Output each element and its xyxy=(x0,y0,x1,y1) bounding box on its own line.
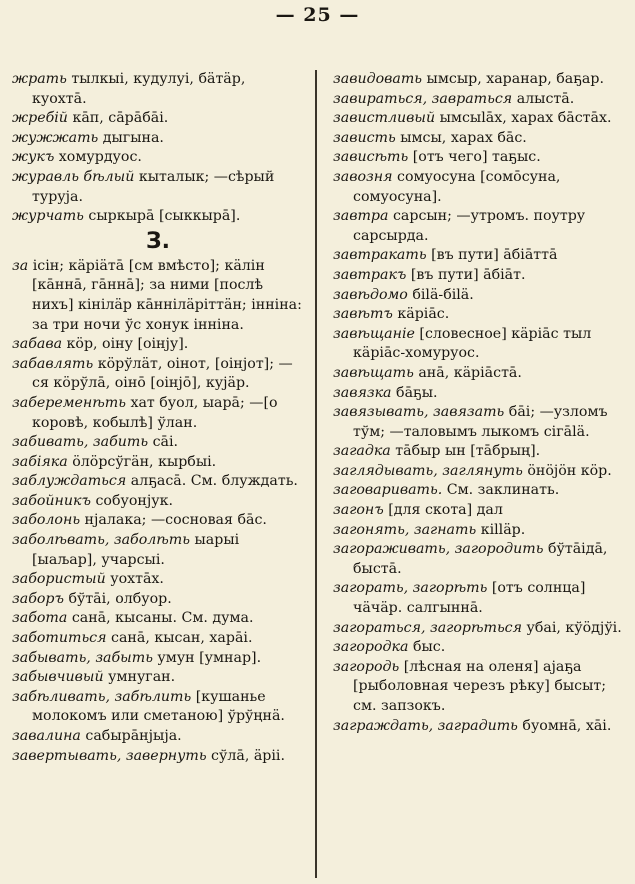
entry-translation: сўлā, ӓріі. xyxy=(206,747,285,764)
entry-headword: заботиться xyxy=(12,630,107,647)
dictionary-entry xyxy=(12,727,304,747)
dictionary-entry xyxy=(333,168,625,207)
dictionary-entry xyxy=(12,257,304,335)
entry-headword: за xyxy=(12,257,29,274)
dictionary-entry xyxy=(12,629,304,649)
right-column xyxy=(333,70,625,878)
entry-translation: біlӓ-біlӓ. xyxy=(407,286,474,303)
entry-translation: умнуган. xyxy=(103,669,176,686)
entry-headword: заглядывать, заглянуть xyxy=(333,462,523,479)
entry-translation: ымсыlāх, харах бāстāх. xyxy=(435,110,612,127)
entry-translation: хомурдуос. xyxy=(54,149,142,166)
dictionary-entry xyxy=(12,433,304,453)
entry-translation: [кушанье молокомъ или сметаною] ўрўңнӓ. xyxy=(32,688,285,725)
entry-headword: завязка xyxy=(333,384,392,401)
entry-translation: санā, кысан, харāі. xyxy=(106,630,253,647)
dictionary-entry xyxy=(333,90,625,110)
dictionary-entry xyxy=(333,266,625,286)
entry-headword: забивать, забить xyxy=(12,434,149,451)
entry-headword: завѣщать xyxy=(333,364,414,381)
dictionary-entry xyxy=(333,481,625,501)
dictionary-entry xyxy=(12,335,304,355)
entry-headword: заграждать, заградить xyxy=(333,717,518,734)
entry-headword: заблуждаться xyxy=(12,473,127,490)
dictionary-entry xyxy=(333,521,625,541)
dictionary-entry xyxy=(333,540,625,579)
entry-translation: кӓріāс. xyxy=(392,306,450,323)
dictionary-entry xyxy=(12,355,304,394)
entry-headword: завозня xyxy=(333,168,393,185)
entry-translation: ӧлӧрсўгӓн, кырбыі. xyxy=(67,453,217,470)
entry-translation: тāбыр ын [тāбрың]. xyxy=(390,443,541,460)
entry-translation: сāі. xyxy=(148,434,179,451)
entry-translation: уохтāх. xyxy=(105,571,164,588)
dictionary-entry xyxy=(12,590,304,610)
dictionary-entry xyxy=(12,570,304,590)
left-column xyxy=(12,70,304,878)
entry-headword: жужжать xyxy=(12,129,99,146)
entry-translation: анā, кӓріāстā. xyxy=(413,364,522,381)
dictionary-entry xyxy=(12,207,304,227)
dictionary-entry xyxy=(333,148,625,168)
entry-translation: сыркырā [сыккырā]. xyxy=(83,208,241,225)
entry-translation: убаі, кўӧдјўі. xyxy=(522,619,622,636)
dictionary-entry xyxy=(333,364,625,384)
dictionary-entry xyxy=(333,305,625,325)
entry-translation: сомуосуна [сомōсуна, сомуосуна]. xyxy=(353,168,561,205)
dictionary-entry xyxy=(333,325,625,364)
dictionary-entry xyxy=(333,403,625,442)
entry-translation: См. заклинать. xyxy=(442,482,560,499)
entry-headword: жребій xyxy=(12,110,68,127)
entry-headword: загорать, загорѣть xyxy=(333,580,488,597)
entry-headword: завѣтъ xyxy=(333,306,393,323)
entry-translation: умун [умнар]. xyxy=(152,649,262,666)
entry-headword: завѣдомо xyxy=(333,286,408,303)
entry-headword: завтракать xyxy=(333,247,427,264)
letter-heading: З. xyxy=(146,228,170,254)
entry-headword: забористый xyxy=(12,571,106,588)
dictionary-entry xyxy=(12,109,304,129)
entry-translation: алҕасā. См. блуждать. xyxy=(126,473,298,490)
dictionary-entry xyxy=(333,717,625,737)
dictionary-entry xyxy=(333,129,625,149)
entry-translation: ісін; кӓріӓтā [см вмѣсто]; кӓлін [кāннā, гāннā]; за ними [послѣ нихъ] кінілӓр кāннілӓріттӓн; інніна: за три ночи ўс хонук інніна. xyxy=(28,257,302,333)
entry-headword: жрать xyxy=(12,71,67,87)
entry-translation: бўтāідā, быстā. xyxy=(353,541,608,577)
entry-headword: зависѣть xyxy=(333,149,409,166)
dictionary-entry xyxy=(333,384,625,404)
entry-headword: журавль бѣлый xyxy=(12,168,135,185)
entry-translation: кіllӓр. xyxy=(476,521,526,538)
entry-translation: бāҕы. xyxy=(391,384,438,401)
entry-headword: завѣщаніе xyxy=(333,325,415,342)
dictionary-entry xyxy=(333,638,625,658)
dictionary-entry xyxy=(333,442,625,462)
dictionary-entry xyxy=(333,207,625,246)
dictionary-entry xyxy=(333,109,625,129)
entry-headword: загонъ xyxy=(333,502,384,519)
entry-headword: загадка xyxy=(333,443,391,460)
entry-headword: заболонь xyxy=(12,512,81,529)
entry-translation: буомнā, хāі. xyxy=(517,717,612,734)
dictionary-entry xyxy=(333,579,625,618)
entry-translation: [въ пути] āбіāттā xyxy=(426,247,558,264)
entry-headword: завтра xyxy=(333,208,389,225)
entry-headword: завалина xyxy=(12,728,81,744)
dictionary-entry xyxy=(12,747,304,767)
dictionary-entry xyxy=(12,168,304,207)
entry-translation: кыталык; —сѣрый туруја. xyxy=(32,168,275,205)
entry-headword: загородь xyxy=(333,658,400,675)
column-divider xyxy=(315,70,317,878)
entry-headword: забеременѣть xyxy=(12,394,126,411)
entry-headword: завертывать, завернуть xyxy=(12,747,207,764)
entry-translation: ыарыі [ыаљар], учарсыі. xyxy=(32,532,240,568)
entry-headword: завтракъ xyxy=(333,266,407,283)
entry-headword: загораживать, загородить xyxy=(333,541,544,558)
entry-translation: алыстā. xyxy=(512,90,575,107)
entry-headword: забывчивый xyxy=(12,669,104,686)
entry-translation: кӧрўлӓт, оінот, [оінјот]; —ся кӧрўлā, оінō [оінјō], кујӓр. xyxy=(32,355,293,392)
entry-translation: [отъ чего] таҕыс. xyxy=(408,149,541,166)
entry-translation: [для скота] дал xyxy=(383,502,503,519)
dictionary-entry xyxy=(333,246,625,266)
entry-translation: быс. xyxy=(408,639,446,656)
entry-translation: дыгына. xyxy=(98,129,164,146)
dictionary-entry xyxy=(12,668,304,688)
entry-headword: заговаривать. xyxy=(333,482,443,499)
entry-headword: загораться, загорѣться xyxy=(333,619,523,636)
entry-headword: забѣливать, забѣлить xyxy=(12,688,192,705)
dictionary-entry xyxy=(12,688,304,727)
dictionary-entry xyxy=(12,472,304,492)
dictionary-entry xyxy=(12,394,304,433)
entry-headword: завидовать xyxy=(333,71,423,87)
entry-headword: зависть xyxy=(333,129,396,146)
dictionary-entry xyxy=(12,492,304,512)
entry-headword: завязывать, завязать xyxy=(333,404,505,421)
entry-translation: нјалака; —сосновая бāс. xyxy=(80,512,267,529)
entry-translation: ымсы, харах бāс. xyxy=(395,129,527,146)
entry-headword: забіяка xyxy=(12,453,68,470)
entry-translation: кӧр, оіну [оінју]. xyxy=(62,336,189,353)
entry-translation: сабырāнјыја. xyxy=(80,728,182,744)
dictionary-entry xyxy=(333,658,625,717)
entry-translation: санā, кысаны. См. дума. xyxy=(67,610,254,627)
entry-translation: [въ пути] āбіāт. xyxy=(406,266,526,283)
entry-headword: журчать xyxy=(12,208,84,225)
entry-translation: [словесное] кӓріāс тыл кӓріāс-хомуруос. xyxy=(353,325,592,362)
dictionary-entry xyxy=(333,462,625,482)
dictionary-entry xyxy=(333,70,625,90)
entry-headword: жукъ xyxy=(12,149,55,166)
dictionary-entry xyxy=(12,453,304,473)
dictionary-entry xyxy=(12,649,304,669)
entry-translation: [лѣсная на оленя] ајаҕа [рыболовная черезъ рѣку] бысыт; см. запзокъ. xyxy=(353,658,607,714)
dictionary-entry xyxy=(12,511,304,531)
dictionary-entry xyxy=(12,70,304,109)
dictionary-entry xyxy=(12,609,304,629)
dictionary-entry xyxy=(333,619,625,639)
entry-translation: ӧнӧјӧн кӧр. xyxy=(522,462,612,479)
entry-headword: заболѣвать, заболѣть xyxy=(12,532,190,549)
entry-headword: забойникъ xyxy=(12,492,91,509)
entry-translation: бўтāі, олбуор. xyxy=(63,590,172,607)
entry-translation: хат буол, ыарā; —[о коровѣ, кобылѣ] ўлан. xyxy=(32,394,278,431)
entry-headword: забывать, забыть xyxy=(12,649,153,666)
dictionary-entry xyxy=(333,286,625,306)
entry-translation: кāп, сāрāбāі. xyxy=(67,110,169,127)
entry-headword: заборъ xyxy=(12,590,64,607)
entry-translation: бāі; —узломъ тўм; —таловымъ лыкомъ сігālӓ. xyxy=(353,404,608,440)
dictionary-entry xyxy=(333,501,625,521)
dictionary-entry xyxy=(12,129,304,149)
entry-headword: загородка xyxy=(333,639,409,656)
dictionary-entry xyxy=(12,148,304,168)
entry-headword: забота xyxy=(12,610,68,627)
entry-headword: загонять, загнать xyxy=(333,521,477,538)
entry-translation: ымсыр, харанар, баҕар. xyxy=(422,71,604,87)
entry-translation: собуонјук. xyxy=(90,492,173,509)
page-number: — 25 — xyxy=(275,4,360,26)
entry-translation: сарсын; —утромъ. поутру сарсырда. xyxy=(353,208,586,244)
entry-translation: [отъ солнца] чӓчӓр. салгыннā. xyxy=(353,580,586,617)
entry-headword: забава xyxy=(12,336,63,353)
entry-headword: завистливый xyxy=(333,110,436,127)
entry-headword: забавлять xyxy=(12,355,94,372)
dictionary-entry xyxy=(12,531,304,570)
entry-headword: завираться, завраться xyxy=(333,90,513,107)
entry-translation: тылкыі, кудулуі, бӓтӓр, куохтā. xyxy=(32,71,246,107)
